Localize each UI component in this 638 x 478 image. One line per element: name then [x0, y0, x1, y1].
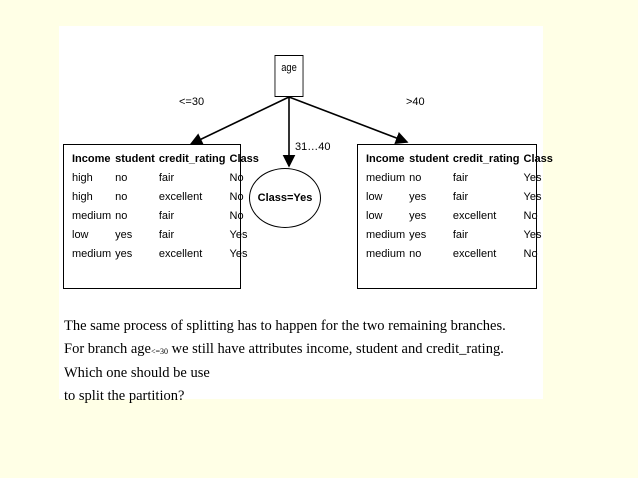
root-node-age: age	[275, 55, 304, 97]
table-cell: fair	[158, 172, 175, 184]
table-cell: no	[115, 210, 128, 222]
table-cell: fair	[158, 210, 175, 222]
branch-label-left: <=30	[179, 96, 205, 108]
table-cell: medium	[72, 210, 112, 222]
column-header: Income	[72, 153, 111, 165]
table-row	[364, 226, 555, 245]
table-cell: Yes	[229, 229, 248, 241]
table-cell: medium	[366, 229, 406, 241]
table-cell: Yes	[523, 229, 542, 241]
caption-line-2: For branch age$_{<=30}$ we still have attributes income, student and credit_rating. Which one should be use	[64, 341, 504, 381]
table-row	[364, 245, 555, 264]
table-cell: fair	[452, 229, 469, 241]
table-cell: No	[229, 191, 244, 203]
branch-label-right: >40	[406, 96, 425, 108]
table-cell: yes	[409, 229, 427, 241]
branch-label-middle: 31…40	[295, 141, 331, 153]
table-cell: medium	[72, 248, 112, 260]
table-cell: No	[229, 172, 244, 184]
table-cell: yes	[409, 210, 427, 222]
table-cell: No	[523, 248, 538, 260]
table-cell: excellent	[452, 210, 497, 222]
table-cell: excellent	[158, 191, 203, 203]
table-cell: fair	[158, 229, 175, 241]
table-cell: low	[366, 191, 383, 203]
table-cell: high	[72, 172, 93, 184]
table-cell: low	[366, 210, 383, 222]
caption-line-1: The same process of splitting has to happen for the two remaining branches.	[64, 318, 506, 334]
table-cell: excellent	[158, 248, 203, 260]
table-cell: Yes	[523, 172, 542, 184]
slide-content	[59, 26, 553, 404]
right-table	[364, 150, 555, 264]
caption-text	[64, 315, 540, 408]
column-header: student	[409, 153, 449, 165]
table-cell: fair	[452, 191, 469, 203]
class-yes-leaf: Class=Yes	[249, 168, 321, 228]
table-cell: yes	[115, 229, 133, 241]
table-cell: no	[115, 191, 128, 203]
table-row	[70, 226, 261, 245]
table-cell: low	[72, 229, 89, 241]
table-row	[70, 169, 261, 188]
table-cell: medium	[366, 172, 406, 184]
table-row	[364, 169, 555, 188]
caption-subscript: <=30	[150, 347, 168, 356]
table-cell: no	[115, 172, 128, 184]
table-cell: high	[72, 191, 93, 203]
left-partition-table	[63, 144, 259, 289]
column-header: Class	[523, 153, 553, 165]
table-cell: Yes	[523, 191, 542, 203]
table-cell: yes	[115, 248, 133, 260]
right-partition-table	[357, 144, 553, 289]
table-cell: fair	[452, 172, 469, 184]
table-row	[364, 188, 555, 207]
table-cell: No	[523, 210, 538, 222]
table-row	[364, 207, 555, 226]
column-header: student	[115, 153, 155, 165]
column-header: credit_rating	[158, 153, 226, 165]
edge-left	[191, 97, 289, 144]
table-cell: No	[229, 210, 244, 222]
table-cell: yes	[409, 191, 427, 203]
table-cell: medium	[366, 248, 406, 260]
column-header: Income	[366, 153, 405, 165]
table-row	[70, 207, 261, 226]
table-row	[70, 188, 261, 207]
table-cell: Yes	[229, 248, 248, 260]
column-header: credit_rating	[452, 153, 520, 165]
table-cell: no	[409, 172, 422, 184]
table-row	[70, 245, 261, 264]
table-cell: excellent	[452, 248, 497, 260]
table-cell: no	[409, 248, 422, 260]
edge-right	[289, 97, 407, 142]
left-table	[70, 150, 261, 264]
column-header: Class	[229, 153, 259, 165]
caption-line-3: to split the partition?	[64, 388, 185, 404]
